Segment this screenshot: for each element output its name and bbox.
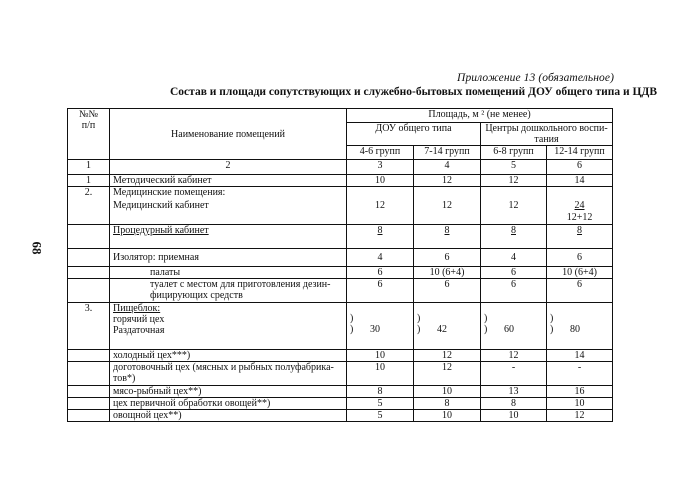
row-value: 30 <box>370 324 380 335</box>
row-value: 12+12 <box>566 212 593 223</box>
row-value: - <box>547 362 613 386</box>
row-value: 6 <box>481 279 547 303</box>
row-name: Изолятор: приемная <box>110 249 347 267</box>
row-name: овощной цех**) <box>110 410 347 422</box>
row-value: 6 <box>547 279 613 303</box>
row-value-cell <box>481 303 547 350</box>
brace: ) <box>550 324 554 335</box>
table-row <box>68 350 613 362</box>
row-value: 10 (6+4) <box>414 267 481 279</box>
row-name: Процедурный кабинет <box>110 225 347 249</box>
row-value: 8 <box>347 386 414 398</box>
row-value-cell <box>547 303 613 350</box>
brace: ) <box>417 313 421 324</box>
row-value: 6 <box>347 279 414 303</box>
row-value: 8 <box>414 225 481 249</box>
brace: ) <box>484 313 488 324</box>
row-name: палаты <box>110 267 347 279</box>
header-name: Наименование помещений <box>110 109 347 160</box>
row-name: Раздаточная <box>113 325 165 336</box>
row-num <box>68 267 110 279</box>
row-value: 24 <box>574 200 585 211</box>
row-value: 14 <box>547 175 613 187</box>
row-value: 10 <box>347 350 414 362</box>
header-g4: 12-14 групп <box>547 146 613 160</box>
table-row <box>68 225 613 249</box>
row-value: 4 <box>347 249 414 267</box>
row-name-cell <box>110 187 347 225</box>
header-num: №№ п/п <box>68 109 110 160</box>
row-value: 12 <box>481 350 547 362</box>
table-row <box>68 187 613 225</box>
row-value: 12 <box>347 187 414 225</box>
row-value: 5 <box>347 398 414 410</box>
table-row <box>68 386 613 398</box>
row-value-cell <box>547 187 613 225</box>
row-value: 6 <box>414 249 481 267</box>
row-value: 42 <box>437 324 447 335</box>
page-number: 68 <box>29 241 45 255</box>
index-row <box>68 160 613 175</box>
row-name: туалет с местом для приготовления дезин- фицирующих средств <box>110 279 347 303</box>
index-cell: 2 <box>110 160 347 175</box>
table-title: Состав и площади сопутствующих и служебно-бытовых помещений ДОУ общего типа и ЦДВ <box>170 86 657 98</box>
brace: ) <box>550 313 554 324</box>
header-g2: 7-14 групп <box>414 146 481 160</box>
row-value: 6 <box>481 267 547 279</box>
row-value: 12 <box>414 175 481 187</box>
row-value: 6 <box>414 279 481 303</box>
row-section-heading: Медицинские помещения: <box>113 187 226 198</box>
table-row <box>68 398 613 410</box>
row-num: 1 <box>68 175 110 187</box>
table-row <box>68 279 613 303</box>
row-value: 10 <box>347 175 414 187</box>
row-value: 8 <box>481 225 547 249</box>
row-name: горячий цех <box>113 314 165 325</box>
row-num <box>68 350 110 362</box>
row-name: цех первичной обработки овощей**) <box>110 398 347 410</box>
header-dou: ДОУ общего типа <box>347 123 481 146</box>
row-num <box>68 249 110 267</box>
row-value: 12 <box>481 187 547 225</box>
brace: ) <box>350 324 354 335</box>
row-name: мясо-рыбный цех**) <box>110 386 347 398</box>
row-num <box>68 386 110 398</box>
row-name: доготовочный цех (мясных и рыбных полуфабрика- тов*) <box>110 362 347 386</box>
brace: ) <box>350 313 354 324</box>
table-row <box>68 249 613 267</box>
row-name-cell <box>110 303 347 350</box>
table-row <box>68 303 613 350</box>
row-num: 3. <box>68 303 110 350</box>
index-cell: 5 <box>481 160 547 175</box>
row-num <box>68 410 110 422</box>
row-value: 60 <box>504 324 514 335</box>
row-num <box>68 225 110 249</box>
row-value: 8 <box>347 225 414 249</box>
row-value: - <box>481 362 547 386</box>
row-value: 4 <box>481 249 547 267</box>
row-value: 13 <box>481 386 547 398</box>
row-value-cell <box>347 303 414 350</box>
row-value: 10 <box>414 410 481 422</box>
row-value: 6 <box>347 267 414 279</box>
row-num <box>68 279 110 303</box>
row-num: 2. <box>68 187 110 225</box>
row-num <box>68 398 110 410</box>
row-name: холодный цех***) <box>110 350 347 362</box>
header-centers: Центры дошкольного воспи- тания <box>481 123 613 146</box>
row-section-heading: Пищеблок: <box>113 303 161 314</box>
row-value: 8 <box>481 398 547 410</box>
row-value: 14 <box>547 350 613 362</box>
index-cell: 3 <box>347 160 414 175</box>
brace: ) <box>417 324 421 335</box>
header-g1: 4-6 групп <box>347 146 414 160</box>
index-cell: 1 <box>68 160 110 175</box>
table-row <box>68 362 613 386</box>
table-row <box>68 410 613 422</box>
row-value: 10 <box>481 410 547 422</box>
row-value: 80 <box>570 324 580 335</box>
table-row <box>68 267 613 279</box>
row-value: 12 <box>481 175 547 187</box>
row-value: 10 <box>547 398 613 410</box>
row-value: 10 <box>414 386 481 398</box>
row-value: 10 (6+4) <box>547 267 613 279</box>
row-value: 16 <box>547 386 613 398</box>
index-cell: 6 <box>547 160 613 175</box>
row-value: 8 <box>547 225 613 249</box>
row-value: 12 <box>414 350 481 362</box>
row-value: 10 <box>347 362 414 386</box>
row-value: 12 <box>414 187 481 225</box>
row-value: 12 <box>547 410 613 422</box>
header-area: Площадь, м ² (не менее) <box>347 109 613 123</box>
row-value-cell <box>414 303 481 350</box>
appendix-label: Приложение 13 (обязательное) <box>457 72 614 84</box>
index-cell: 4 <box>414 160 481 175</box>
row-value: 6 <box>547 249 613 267</box>
row-value: 12 <box>414 362 481 386</box>
row-value: 5 <box>347 410 414 422</box>
row-num <box>68 362 110 386</box>
areas-table <box>67 108 613 422</box>
header-g3: 6-8 групп <box>481 146 547 160</box>
brace: ) <box>484 324 488 335</box>
row-value: 8 <box>414 398 481 410</box>
row-name: Медицинский кабинет <box>113 200 209 211</box>
row-name: Методический кабинет <box>110 175 347 187</box>
table-row <box>68 175 613 187</box>
